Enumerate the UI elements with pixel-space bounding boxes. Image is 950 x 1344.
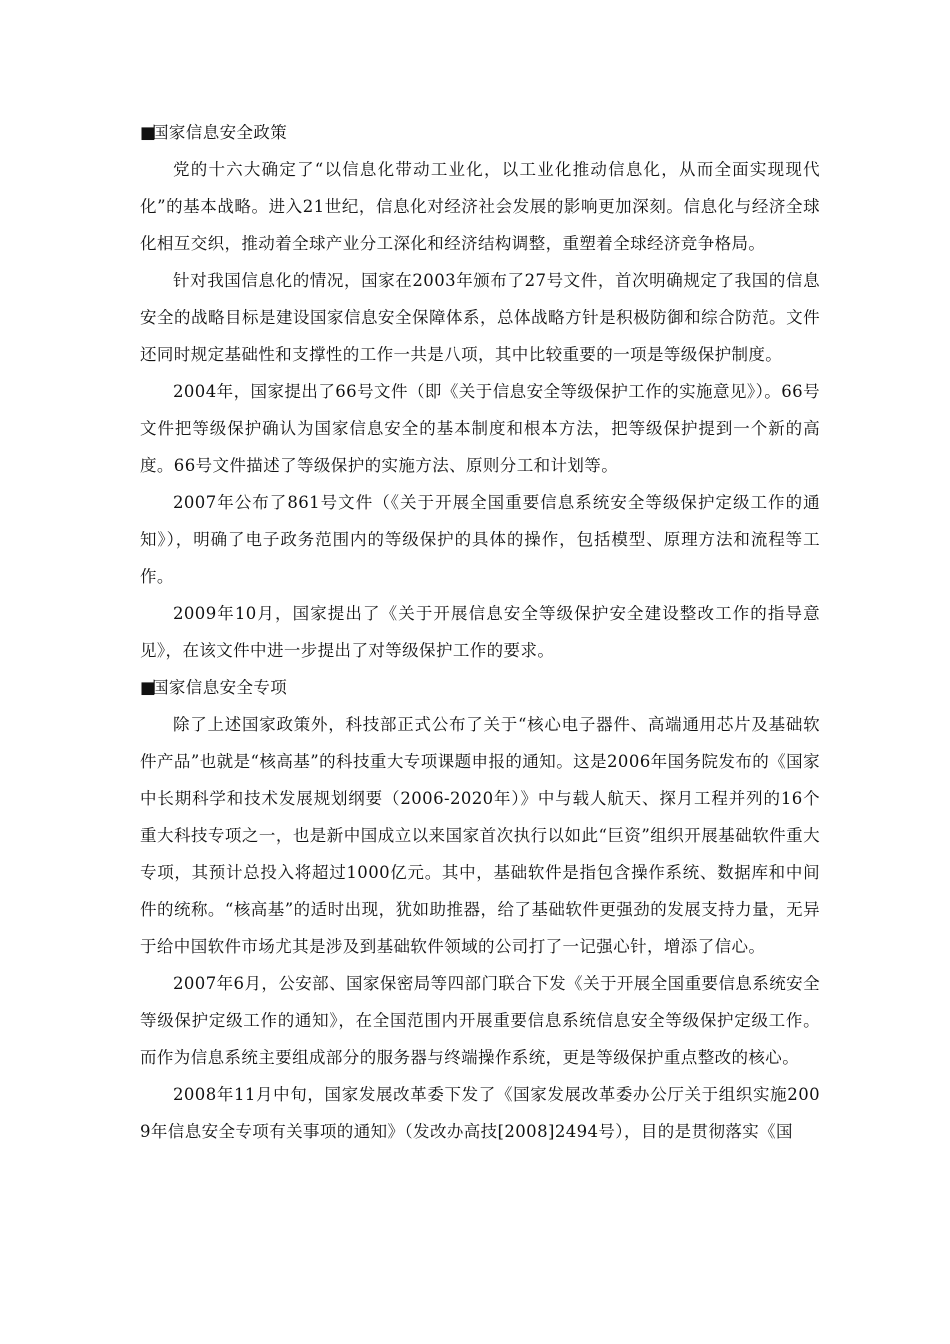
square-bullet-icon: ■ xyxy=(140,123,156,142)
paragraph: 2008年11月中旬，国家发展改革委下发了《国家发展改革委办公厅关于组织实施2009年信息安全专项有关事项的通知》（发改办高技[2008]2494号），目的是贯彻落实《国 xyxy=(140,1085,820,1141)
paragraph: 党的十六大确定了“以信息化带动工业化，以工业化推动信息化，从而全面实现现代化”的基本战略。进入21世纪，信息化对经济社会发展的影响更加深刻。信息化与经济全球化相互交织，推动着全球产业分工深化和经济结构调整，重塑着全球经济竞争格局。 xyxy=(140,160,820,253)
section-heading-text: 国家信息安全专项 xyxy=(152,678,288,697)
paragraph: 针对我国信息化的情况，国家在2003年颁布了27号文件，首次明确规定了我国的信息安全的战略目标是建设国家信息安全保障体系，总体战略方针是积极防御和综合防范。文件还同时规定基础性和支撑性的工作一共是八项，其中比较重要的一项是等级保护制度。 xyxy=(140,271,820,364)
square-bullet-icon: ■ xyxy=(140,678,156,697)
section-heading-policy xyxy=(140,114,820,151)
paragraph: 2004年，国家提出了66号文件（即《关于信息安全等级保护工作的实施意见》）。66号文件把等级保护确认为国家信息安全的基本制度和根本方法，把等级保护提到一个新的高度。66号文件描述了等级保护的实施方法、原则分工和计划等。 xyxy=(140,382,820,475)
paragraph: 2007年6月，公安部、国家保密局等四部门联合下发《关于开展全国重要信息系统安全等级保护定级工作的通知》，在全国范围内开展重要信息系统信息安全等级保护定级工作。而作为信息系统主要组成部分的服务器与终端操作系统，更是等级保护重点整改的核心。 xyxy=(140,974,820,1067)
paragraph: 除了上述国家政策外，科技部正式公布了关于“核心电子器件、高端通用芯片及基础软件产品”也就是“核高基”的科技重大专项课题申报的通知。这是2006年国务院发布的《国家中长期科学和技术发展规划纲要（2006-2020年）》中与载人航天、探月工程并列的16个重大科技专项之一，也是新中国成立以来国家首次执行以如此“巨资”组织开展基础软件重大专项，其预计总投入将超过1000亿元。其中，基础软件是指包含操作系统、数据库和中间件的统称。“核高基”的适时出现，犹如助推器，给了基础软件更强劲的发展支持力量，无异于给中国软件市场尤其是涉及到基础软件领域的公司打了一记强心针，增添了信心。 xyxy=(140,715,820,956)
document-body xyxy=(140,114,820,1150)
paragraph: 2009年10月，国家提出了《关于开展信息安全等级保护安全建设整改工作的指导意见》，在该文件中进一步提出了对等级保护工作的要求。 xyxy=(140,604,820,660)
section-heading-special-projects xyxy=(140,669,820,706)
section-heading-text: 国家信息安全政策 xyxy=(152,123,288,142)
paragraph: 2007年公布了861号文件（《关于开展全国重要信息系统安全等级保护定级工作的通知》），明确了电子政务范围内的等级保护的具体的操作，包括模型、原理方法和流程等工作。 xyxy=(140,493,820,586)
